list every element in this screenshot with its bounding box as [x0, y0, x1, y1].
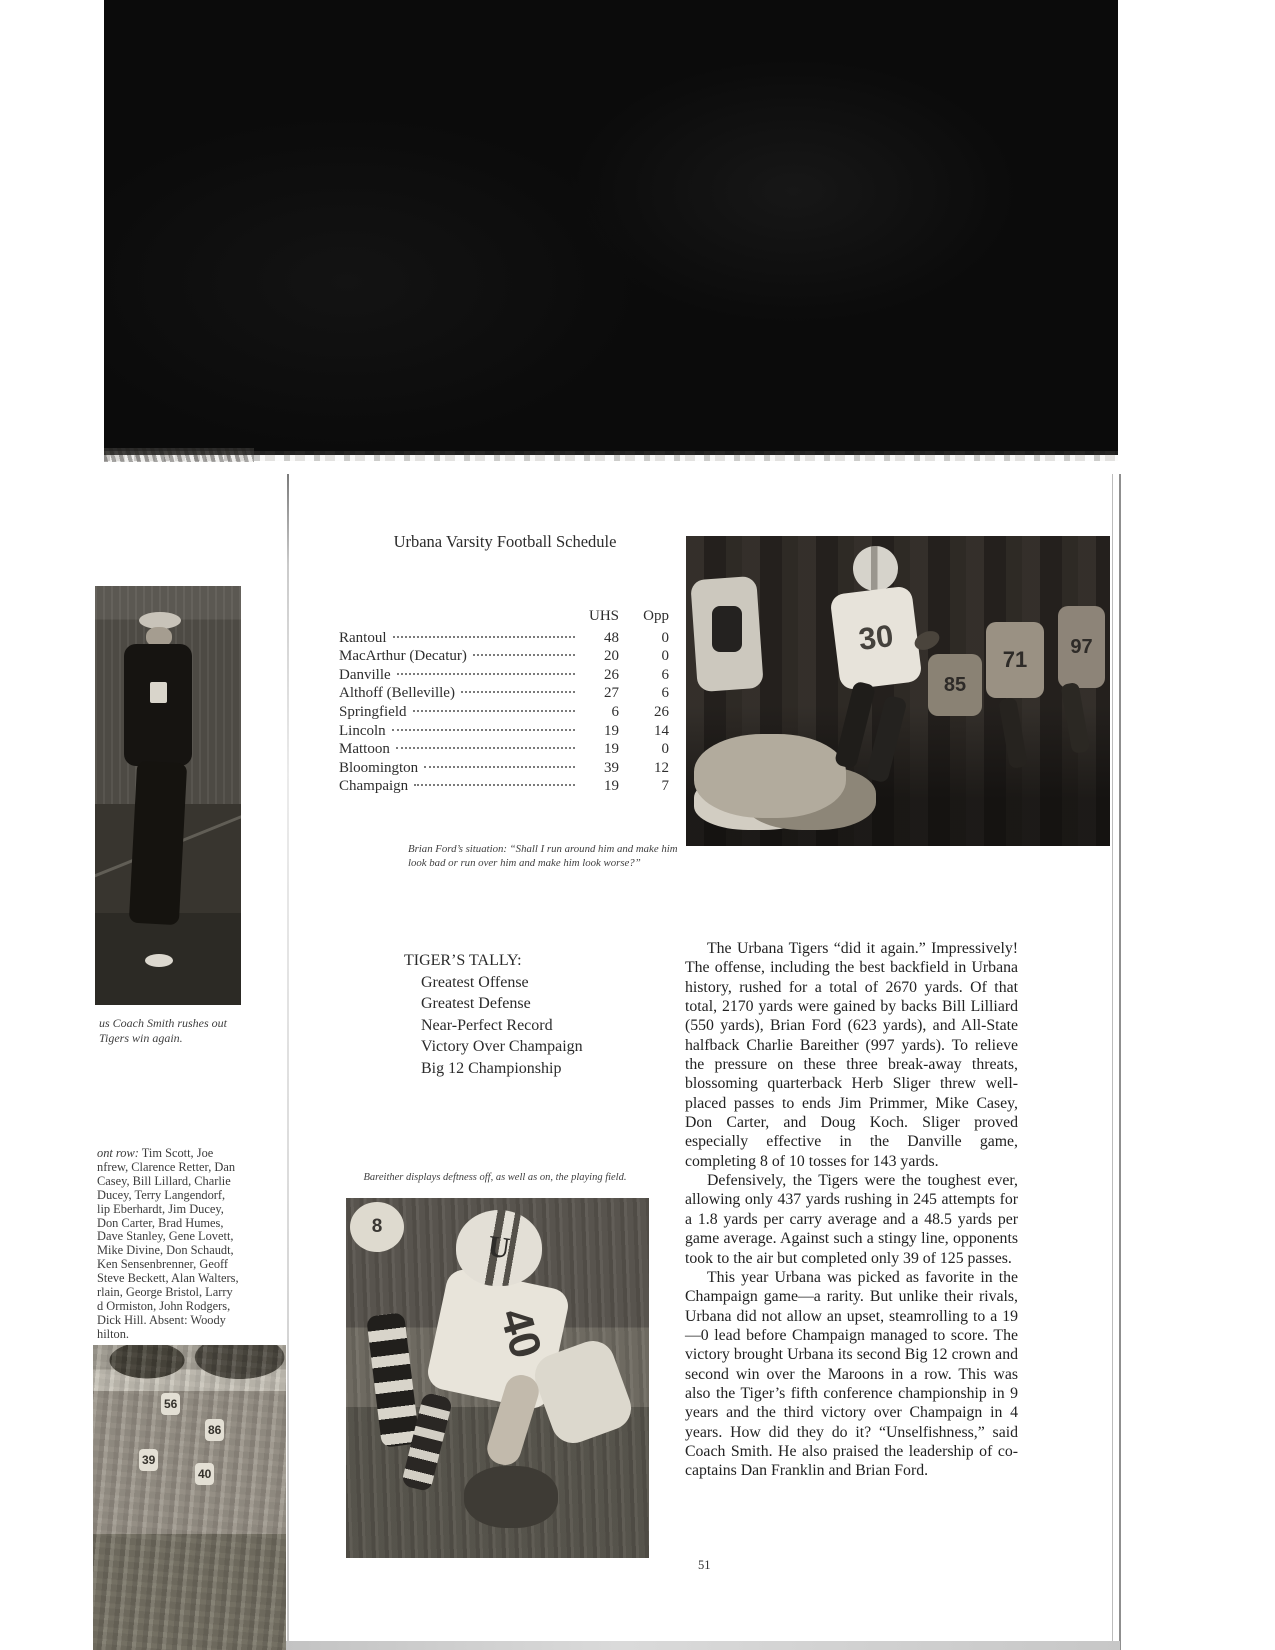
opponent-name: Mattoon [339, 741, 390, 758]
scan-debris-left [104, 448, 254, 462]
dot-leader [392, 729, 575, 731]
uhs-score: 19 [604, 741, 619, 758]
brian-ford-caption: Brian Ford’s situation: “Shall I run around him and make him look bad or run over him and make him look worse?” [408, 843, 678, 869]
roster-line: Casey, Bill Lillard, Charlie [97, 1173, 231, 1188]
scan-debris-strip [104, 451, 1118, 461]
coach-shoe [145, 954, 173, 967]
opponent-name: Danville [339, 666, 391, 683]
opponent-name: Rantoul [339, 629, 387, 646]
uhs-score: 20 [604, 648, 619, 665]
dot-leader [396, 747, 575, 749]
tally-item: Greatest Defense [421, 995, 531, 1012]
defender [986, 622, 1044, 698]
jersey-number: 86 [205, 1419, 224, 1441]
tally-item: Victory Over Champaign [421, 1038, 583, 1055]
schedule-row [339, 648, 669, 667]
ball-carrier-legs [834, 681, 876, 770]
game-action-photo [686, 536, 1110, 846]
tackled-players-pile [694, 734, 846, 818]
player-helmet [456, 1210, 542, 1286]
schedule-row [339, 778, 669, 797]
uhs-score: 39 [604, 759, 619, 776]
page-gutter-line [287, 474, 289, 1650]
schedule-header-row [339, 608, 669, 627]
tally-item: Near-Perfect Record [421, 1016, 553, 1034]
helmet-letter: U [486, 1229, 513, 1266]
opp-score: 0 [661, 629, 669, 646]
team-photo [93, 1345, 286, 1650]
corner-helmet [350, 1202, 404, 1252]
opp-score: 12 [654, 759, 669, 776]
schedule-row [339, 723, 669, 742]
opp-score: 6 [661, 666, 669, 683]
jersey-number: 40 [490, 1303, 551, 1364]
cameraman-silhouette [712, 606, 742, 652]
jacket-emblem [150, 682, 167, 703]
article-paragraph: Defensively, the Tigers were the toughest ever, allowing only 437 yards rushing in 245 attempts for a 1.8 yards per carry average and a 48.5 yards per game average. Against such a stingy line, opponents took to the air but completed only 39 of 125 passes. [685, 1172, 1018, 1267]
opponent-name: MacArthur (Decatur) [339, 648, 467, 665]
opp-column-header: Opp [643, 608, 669, 624]
dot-leader [414, 784, 575, 786]
opp-score: 14 [654, 722, 669, 739]
opponent-name: Bloomington [339, 759, 419, 776]
hands-tying-shoe [464, 1466, 558, 1528]
uhs-score: 19 [604, 778, 619, 795]
opponent-name: Althoff (Belleville) [339, 685, 455, 702]
opp-score: 6 [661, 685, 669, 702]
team-roster-text [97, 1147, 293, 1342]
page-edge-line [1112, 474, 1113, 1650]
defender-legs [998, 697, 1028, 769]
uhs-score: 19 [604, 722, 619, 739]
caption-line: us Coach Smith rushes out [99, 1016, 228, 1030]
coach-legs [129, 761, 187, 925]
tally-item: Big 12 Championship [421, 1059, 562, 1077]
article-paragraph: The Urbana Tigers “did it again.” Impressively! The offense, including the best backfield in Urbana history, rushed for a total of 2670 yards. Of that total, 2170 yards were gained by backs Bill Lilliard (550 yards), Brian Ford (623 yards), and All-State halfback Charlie Bareither (997 yards). To relieve the pressure on these three break-away threats, blossoming quarterback Herb Sliger threw well-placed passes to ends Jim Primmer, Mike Casey, Don Carter, and Doug Koch. Sliger proved especially effective in the Danville game, completing 8 of 10 tosses for 143 yards. [685, 940, 1018, 1170]
schedule-row [339, 630, 669, 649]
dot-leader [473, 654, 575, 656]
uhs-score: 48 [604, 629, 619, 646]
jersey-number: 8 [371, 1216, 383, 1237]
jersey-number: 71 [1002, 647, 1028, 672]
schedule-row [339, 741, 669, 760]
tally-item: Greatest Offense [421, 973, 529, 991]
bottom-page-edge [286, 1641, 1120, 1650]
roster-line: Steve Beckett, Alan Walters, [97, 1271, 239, 1286]
coach-photo-caption [99, 1016, 269, 1046]
schedule-row [339, 704, 669, 723]
caption-line: Tigers win again. [99, 1031, 183, 1045]
article-text [685, 939, 1018, 1481]
jersey-number: 40 [195, 1463, 214, 1485]
schedule-title: Urbana Varsity Football Schedule [393, 532, 617, 551]
dot-leader [397, 673, 575, 675]
roster-label: ont row: [97, 1146, 139, 1160]
dot-leader [413, 710, 576, 712]
coach-photo [95, 586, 241, 1005]
schedule-row [339, 667, 669, 686]
roster-line: d Ormiston, John Rodgers, [97, 1298, 231, 1313]
tally-list [421, 972, 583, 1080]
coach-jacket [124, 644, 192, 766]
dot-leader [424, 766, 575, 768]
jersey-number: 56 [161, 1393, 180, 1415]
tally-heading: TIGER’S TALLY: [404, 952, 522, 969]
jersey-number: 39 [139, 1449, 158, 1471]
schedule-row [339, 760, 669, 779]
jersey-number: 85 [943, 673, 967, 696]
roster-line: rlain, George Bristol, Larry [97, 1285, 233, 1300]
uhs-score: 27 [604, 685, 619, 702]
uhs-score: 26 [604, 666, 619, 683]
roster-line: nfrew, Clarence Retter, Dan [97, 1159, 236, 1174]
opp-score: 0 [661, 648, 669, 665]
schedule-row [339, 685, 669, 704]
article-paragraph: This year Urbana was picked as favorite in the Champaign game—a rarity. But unlike their rivals, Urbana did not allow an upset, steamrolling to a 19—0 lead before Champaign managed to score. The victory brought Urbana its second Big 12 crown and second win over the Maroons in a row. This was also the Tiger’s fifth conference championship in 9 years and the third victory over Champaign in 4 years. How did they do it? “Unselfishness,” said Coach Smith. He also praised the leadership of co-captains Dan Franklin and Brian Ford. [685, 1268, 1018, 1480]
defender [928, 654, 982, 716]
top-dark-photo [104, 0, 1118, 455]
opp-score: 26 [654, 703, 669, 720]
roster-line: Don Carter, Brad Humes, [97, 1215, 224, 1230]
page-number: 51 [698, 1558, 711, 1572]
roster-line: hilton. [97, 1326, 130, 1341]
ball-carrier-jersey [829, 585, 922, 690]
photo-grain [93, 1345, 286, 1650]
bareither-photo [346, 1198, 649, 1558]
page-edge-line [1119, 474, 1121, 1650]
roster-line: Ducey, Terry Langendorf, [97, 1187, 226, 1202]
roster-line: Mike Divine, Don Schaudt, [97, 1243, 234, 1258]
jersey-number: 97 [1070, 635, 1093, 658]
roster-line: lip Eberhardt, Jim Ducey, [97, 1201, 224, 1216]
schedule-table [339, 608, 669, 797]
roster-line: ont row: Tim Scott, Joe [97, 1146, 214, 1160]
dot-leader [461, 691, 575, 693]
roster-line: Ken Sensenbrenner, Geoff [97, 1257, 229, 1272]
opp-score: 7 [661, 778, 669, 795]
defender [1058, 606, 1105, 688]
opp-score: 0 [661, 741, 669, 758]
roster-line: Dick Hill. Absent: Woody [97, 1312, 226, 1327]
uhs-score: 6 [611, 703, 619, 720]
roster-line: Dave Stanley, Gene Lovett, [97, 1229, 234, 1244]
tigers-tally [404, 950, 583, 1079]
opponent-name: Champaign [339, 778, 409, 795]
opponent-name: Springfield [339, 703, 407, 720]
ball-carrier-helmet [853, 546, 898, 591]
bareither-caption: Bareither displays deftness off, as well as on, the playing field. [363, 1172, 627, 1183]
uhs-column-header: UHS [588, 608, 619, 624]
dot-leader [393, 636, 576, 638]
opponent-name: Lincoln [339, 722, 386, 739]
jersey-number: 30 [856, 618, 896, 657]
